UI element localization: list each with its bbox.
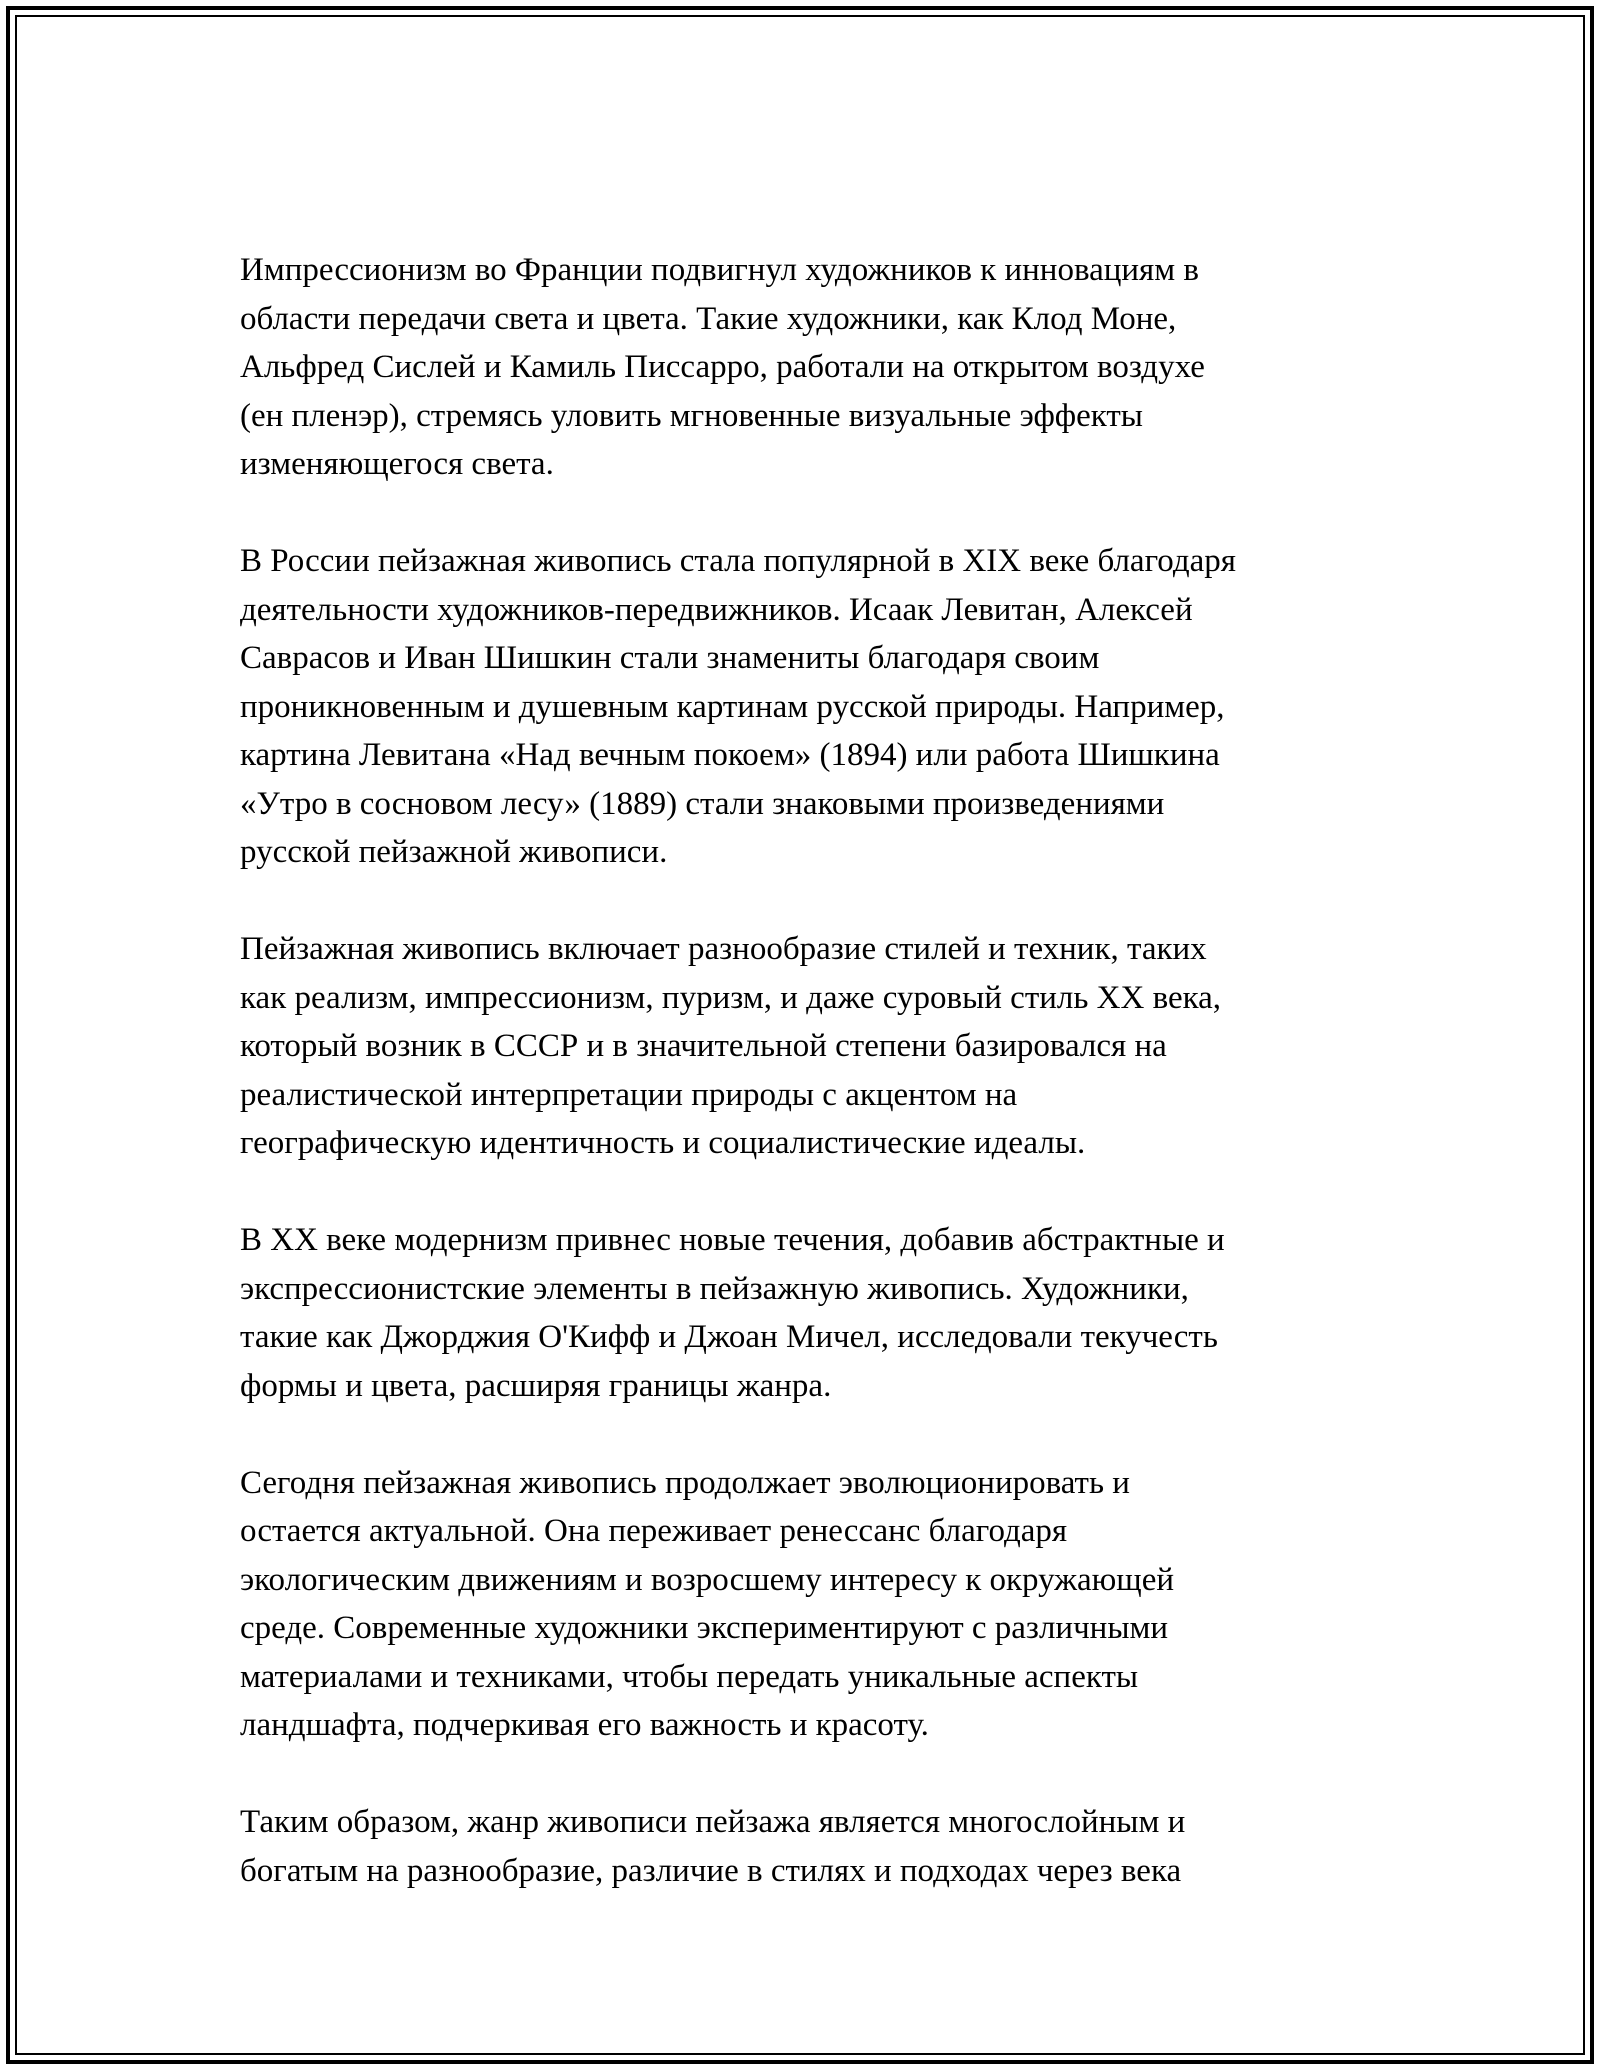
paragraph-modernism: В XX веке модернизм привнес новые течения, добавив абстрактные и экспрессионистские элементы в пейзажную живопись. Художники, такие как Джорджия О'Кифф и Джоан Мичел, исследовали текучесть формы и цвета, расширяя границы жанра. — [240, 1222, 1225, 1404]
paragraph-impressionism-france: Импрессионизм во Франции подвигнул художников к инновациям в области передачи света и цвета. Такие художники, как Клод Моне, Альфред Сислей и Камиль Писсарро, работали на открытом воздухе (ен пленэр), стремясь уловить мгновенные визуальные эффекты изменяющегося света. — [240, 252, 1205, 482]
page-border-inner — [15, 15, 1585, 2055]
paragraph-russian-landscape: В России пейзажная живопись стала популярной в XIX веке благодаря деятельности художников-передвижников. Исаак Левитан, Алексей Саврасов и Иван Шишкин стали знамениты благодаря своим проникновенным и душевным картинам русской природы. Например, картина Левитана «Над вечным покоем» (1894) или работа Шишкина «Утро в сосновом лесу» (1889) стали знаковыми произведениями русской пейзажной живописи. — [240, 543, 1236, 870]
document-body — [240, 246, 1370, 1895]
paragraph-contemporary: Сегодня пейзажная живопись продолжает эволюционировать и остается актуальной. Она переживает ренессанс благодаря экологическим движениям и возросшему интересу к окружающей среде. Современные художники экспериментируют с различными материалами и техниками, чтобы передать уникальные аспекты ландшафта, подчеркивая его важность и красоту. — [240, 1464, 1175, 1743]
paragraph-styles-techniques: Пейзажная живопись включает разнообразие стилей и техник, таких как реализм, импрессионизм, пуризм, и даже суровый стиль XX века, который возник в СССР и в значительной степени базировался на реалистической интерпретации природы с акцентом на географическую идентичность и социалистические идеалы. — [240, 931, 1222, 1161]
paragraph-conclusion: Таким образом, жанр живописи пейзажа является многослойным и богатым на разнообразие, различие в стилях и подходах через века — [240, 1804, 1186, 1889]
page-border — [6, 6, 1594, 2064]
